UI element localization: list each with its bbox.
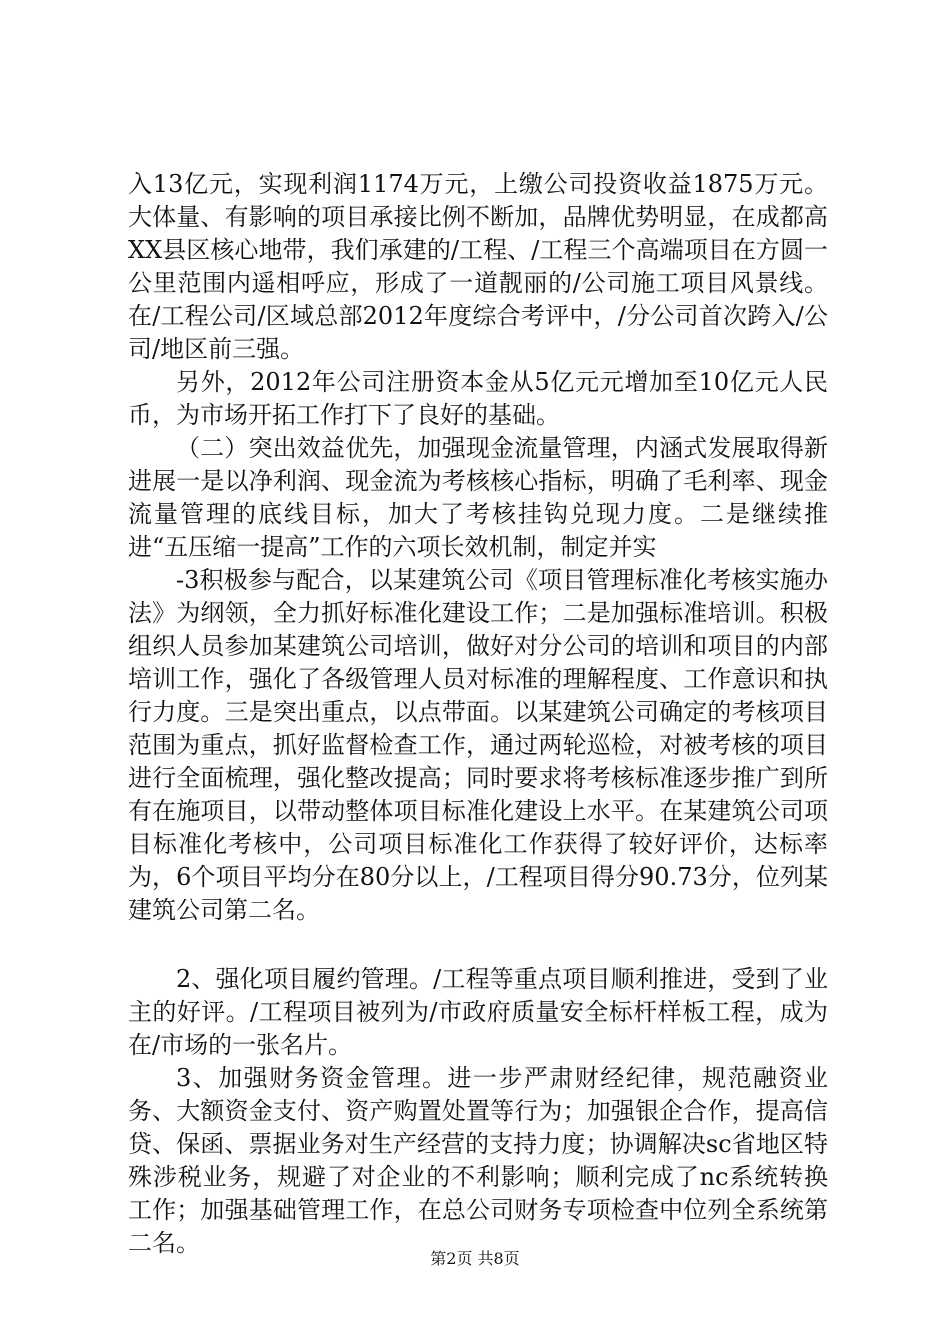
paragraph-6: 3、加强财务资金管理。进一步严肃财经纪律，规范融资业务、大额资金支付、资产购置处置等行为；加强银企合作，提高信贷、保函、票据业务对生产经营的支持力度；协调解决sc省地区特殊涉税业务，规避了对企业的不利影响；顺利完成了nc系统转换工作；加强基础管理工作，在总公司财务专项检查中位列全系统第二名。 — [128, 1064, 828, 1257]
paragraph-4: -3积极参与配合，以某建筑公司《项目管理标准化考核实施办法》为纲领，全力抓好标准化建设工作；二是加强标准培训。积极组织人员参加某建筑公司培训，做好对分公司的培训和项目的内部培训工作，强化了各级管理人员对标准的理解程度、工作意识和执行力度。三是突出重点，以点带面。以某建筑公司确定的考核项目范围为重点，抓好监督检查工作，通过两轮巡检，对被考核的项目进行全面梳理，强化整改提高；同时要求将考核标准逐步推广到所有在施项目，以带动整体项目标准化建设上水平。在某建筑公司项目标准化考核中，公司项目标准化工作获得了较好评价，达标率为，6个项目平均分在80分以上，/工程项目得分90.73分，位列某建筑公司第二名。 — [128, 566, 828, 924]
page-footer: 第2页 共8页 — [430, 1249, 520, 1268]
paragraph-2: 另外，2012年公司注册资本金从5亿元元增加至10亿元人民币，为市场开拓工作打下了良好的基础。 — [128, 368, 828, 429]
paragraph-1: 入13亿元，实现利润1174万元，上缴公司投资收益1875万元。大体量、有影响的项目承接比例不断加，品牌优势明显，在成都高XX县区核心地带，我们承建的/工程、/工程三个高端项目在方圆一公里范围内遥相呼应，形成了一道靓丽的/公司施工项目风景线。在/工程公司/区域总部2012年度综合考评中，/分公司首次跨入/公司/地区前三强。 — [128, 170, 828, 363]
paragraph-gap — [128, 927, 828, 963]
document-body — [128, 168, 828, 1260]
paragraph-5: 2、强化项目履约管理。/工程等重点项目顺利推进，受到了业主的好评。/工程项目被列为/市政府质量安全标杆样板工程，成为在/市场的一张名片。 — [128, 965, 828, 1059]
paragraph-3: （二）突出效益优先，加强现金流量管理，内涵式发展取得新进展一是以净利润、现金流为考核核心指标，明确了毛利率、现金流量管理的底线目标，加大了考核挂钩兑现力度。二是继续推进“五压缩一提高”工作的六项长效机制，制定并实 — [128, 434, 828, 561]
text-block-top — [128, 168, 828, 927]
text-block-bottom — [128, 963, 828, 1260]
